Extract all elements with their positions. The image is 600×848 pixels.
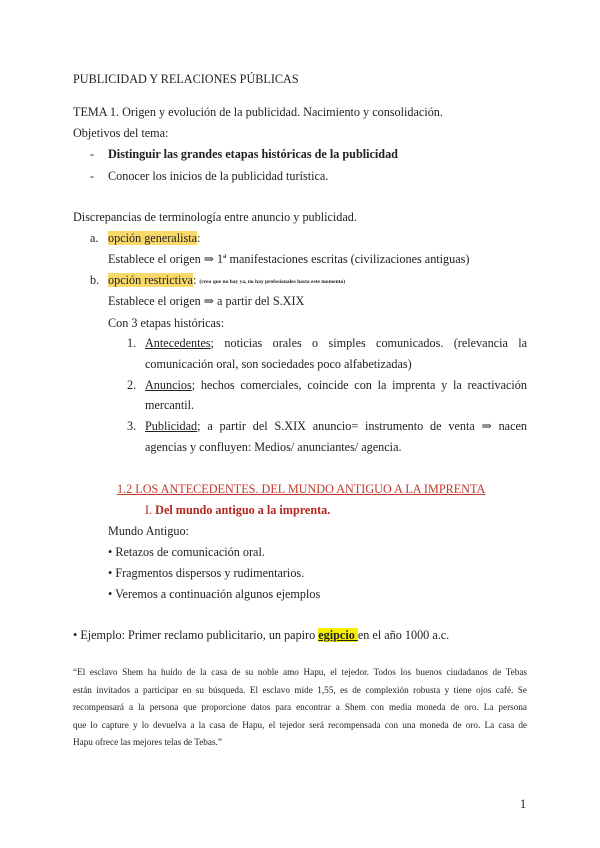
etapa-3-line1: Publicidad; a partir del S.XIX anuncio= instrumento de venta ⇒ nacen: [145, 419, 527, 433]
sub-heading-text: Del mundo antiguo a la imprenta.: [155, 503, 331, 517]
objetivos-label: Objetivos del tema:: [73, 126, 169, 140]
opcion-a-label: opción generalista: [108, 231, 198, 245]
etapa-1-line1: Antecedentes; noticias orales o simples comunicados. (relevancia la: [145, 336, 527, 350]
quote-line: están invitados a participar en su búsqueda. El esclavo mide 1,55, es de complexión robusta y tiene ojos café. Se: [73, 684, 527, 695]
quote-line: recompensará a la persona que proporcione datos para encontrar a Shem con media moneda de oro. La persona: [73, 702, 527, 713]
quote-line: “El esclavo Shem ha huido de la casa de su noble amo Hapu, el tejedor. Todos los buenos ciudadanos de Tebas: [73, 667, 527, 677]
page-number: 1: [520, 797, 527, 811]
mundo-antiguo-label: Mundo Antiguo:: [108, 524, 189, 538]
opcion-b-label: opción restrictiva: [108, 273, 193, 287]
objetivo-dash: -: [90, 147, 95, 161]
papyrus-quote: [73, 664, 527, 752]
sub-heading-number: I.: [145, 503, 153, 517]
opcion-b-suffix: :: [192, 273, 197, 287]
ejemplo-highlight: egipcio: [318, 628, 358, 642]
bullet-item: • Veremos a continuación algunos ejemplos: [108, 587, 321, 601]
etapa-term: Anuncios: [145, 378, 192, 392]
objetivo-1: Distinguir las grandes etapas históricas de la publicidad: [108, 147, 398, 161]
etapa-2-line2: mercantil.: [145, 398, 195, 412]
opcion-b-detail: Establece el origen ⇒ a partir del S.XIX: [108, 294, 305, 308]
etapa-term: Publicidad: [145, 419, 198, 433]
etapas-intro: Con 3 etapas históricas:: [108, 316, 225, 330]
etapa-number: 2.: [127, 378, 137, 392]
etapa-2-line1: Anuncios; hechos comerciales, coincide con la imprenta y la reactivación: [145, 378, 527, 392]
tema-heading: TEMA 1. Origen y evolución de la publicidad. Nacimiento y consolidación.: [73, 105, 443, 119]
document-title: PUBLICIDAD Y RELACIONES PÚBLICAS: [73, 72, 299, 86]
opcion-a-line: [108, 231, 200, 246]
quote-line: Hapu ofrece las mejores telas de Tebas.”: [73, 737, 222, 748]
bullet-item: • Retazos de comunicación oral.: [108, 545, 265, 559]
etapa-number: 3.: [127, 419, 137, 433]
opcion-b-marker: b.: [90, 273, 100, 287]
opcion-a-marker: a.: [90, 231, 99, 245]
objetivo-dash: -: [90, 169, 95, 183]
quote-line: que lo capture y lo devuelva a la casa de Hapu, el tejedor será recompensada con una moneda de oro. La casa de: [73, 719, 527, 730]
etapa-1-line2: comunicación oral, son sociedades poco alfabetizadas): [145, 357, 412, 371]
ejemplo-line: • Ejemplo: Primer reclamo publicitario, un papiro egipcio en el año 1000 a.c.: [73, 628, 450, 642]
objetivo-2: Conocer los inicios de la publicidad turística.: [108, 169, 329, 183]
etapa-term: Antecedentes: [145, 336, 211, 350]
etapa-number: 1.: [127, 336, 137, 350]
sub-heading: [145, 503, 330, 518]
section-heading: 1.2 LOS ANTECEDENTES. DEL MUNDO ANTIGUO A LA IMPRENTA: [117, 482, 486, 496]
opcion-b-note: (creo que no hay ya, no hay profesionales hasta este momento): [199, 279, 346, 285]
bullet-item: • Fragmentos dispersos y rudimentarios.: [108, 566, 305, 580]
opcion-b-line: [108, 273, 345, 290]
opcion-a-detail: Establece el origen ⇒ 1ª manifestaciones escritas (civilizaciones antiguas): [108, 252, 470, 266]
discrepancias-line: Discrepancias de terminología entre anuncio y publicidad.: [73, 210, 357, 224]
etapa-3-line2: agencias y confluyen: Medios/ anunciantes/ agencia.: [145, 440, 402, 454]
opcion-a-suffix: :: [197, 231, 201, 245]
